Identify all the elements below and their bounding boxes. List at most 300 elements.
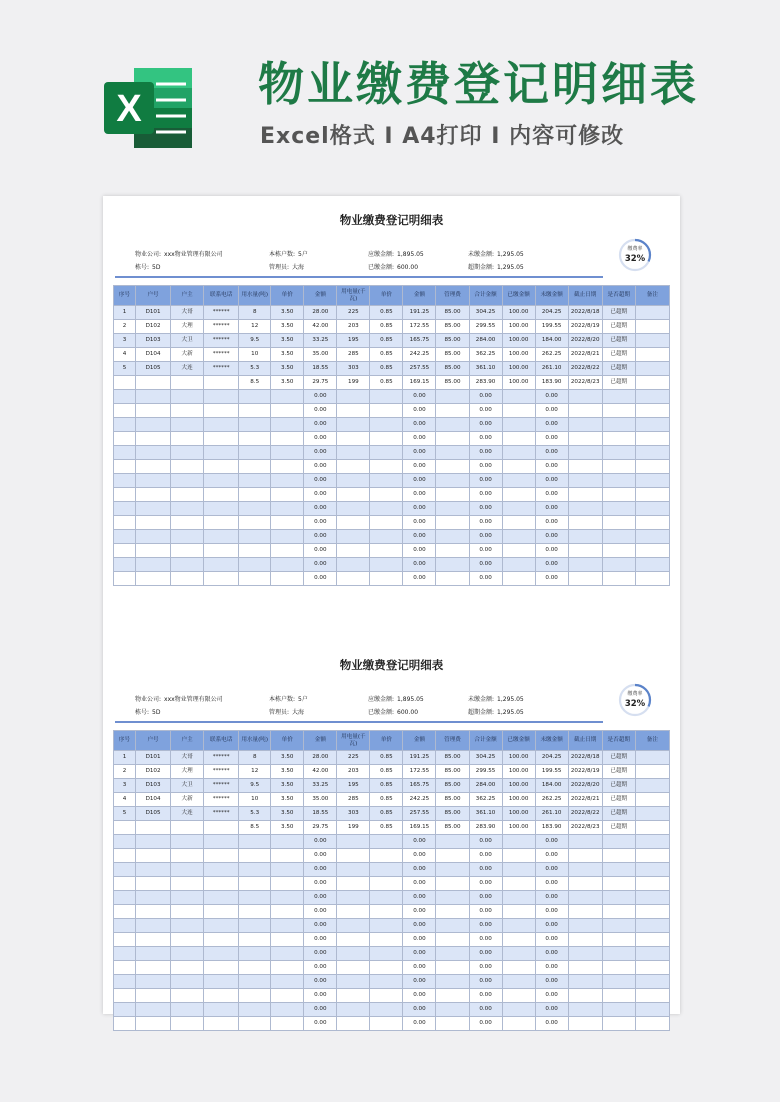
table-cell[interactable]	[171, 418, 204, 432]
table-cell[interactable]: 0.85	[370, 807, 403, 821]
table-cell[interactable]	[114, 989, 136, 1003]
table-cell[interactable]: 大卫	[171, 334, 204, 348]
table-cell[interactable]	[114, 474, 136, 488]
table-cell[interactable]: 0.00	[304, 488, 337, 502]
table-cell[interactable]: 191.25	[403, 751, 436, 765]
table-cell[interactable]: 0.00	[403, 877, 436, 891]
table-cell[interactable]: 0.00	[304, 460, 337, 474]
table-cell[interactable]	[271, 989, 304, 1003]
table-cell[interactable]	[602, 1003, 635, 1017]
table-cell[interactable]	[370, 891, 403, 905]
table-cell[interactable]	[602, 572, 635, 586]
table-cell[interactable]	[635, 320, 669, 334]
table-cell[interactable]: 100.00	[502, 320, 535, 334]
table-cell[interactable]	[568, 947, 602, 961]
table-cell[interactable]	[436, 404, 469, 418]
table-cell[interactable]: 85.00	[436, 306, 469, 320]
table-cell[interactable]: 0.00	[403, 933, 436, 947]
table-cell[interactable]	[136, 558, 171, 572]
table-cell[interactable]	[271, 418, 304, 432]
table-cell[interactable]	[568, 961, 602, 975]
table-cell[interactable]	[370, 572, 403, 586]
table-cell[interactable]	[239, 919, 271, 933]
table-cell[interactable]: D101	[136, 306, 171, 320]
table-cell[interactable]	[271, 544, 304, 558]
table-cell[interactable]	[602, 849, 635, 863]
table-cell[interactable]: 0.00	[304, 418, 337, 432]
table-cell[interactable]: ******	[204, 362, 239, 376]
table-cell[interactable]	[502, 404, 535, 418]
table-cell[interactable]: 0.00	[403, 961, 436, 975]
table-cell[interactable]: 33.25	[304, 334, 337, 348]
table-cell[interactable]	[502, 516, 535, 530]
table-cell[interactable]	[271, 975, 304, 989]
table-cell[interactable]	[114, 821, 136, 835]
table-cell[interactable]: 5.3	[239, 362, 271, 376]
table-cell[interactable]	[136, 835, 171, 849]
table-cell[interactable]	[635, 306, 669, 320]
table-cell[interactable]: 0.00	[535, 446, 568, 460]
table-cell[interactable]: 85.00	[436, 348, 469, 362]
table-cell[interactable]	[370, 849, 403, 863]
table-cell[interactable]: D104	[136, 348, 171, 362]
table-cell[interactable]	[370, 877, 403, 891]
table-cell[interactable]	[602, 919, 635, 933]
table-cell[interactable]: 0.00	[535, 488, 568, 502]
table-cell[interactable]: 195	[337, 779, 370, 793]
table-cell[interactable]	[602, 877, 635, 891]
table-cell[interactable]	[171, 835, 204, 849]
table-cell[interactable]	[271, 835, 304, 849]
table-cell[interactable]: 0.00	[469, 947, 502, 961]
table-cell[interactable]	[568, 933, 602, 947]
table-cell[interactable]: 0.00	[535, 905, 568, 919]
table-cell[interactable]	[239, 905, 271, 919]
table-cell[interactable]	[204, 418, 239, 432]
table-cell[interactable]: 0.00	[469, 544, 502, 558]
table-cell[interactable]: 已超期	[602, 751, 635, 765]
table-cell[interactable]	[239, 947, 271, 961]
table-cell[interactable]	[635, 474, 669, 488]
table-cell[interactable]	[436, 446, 469, 460]
table-cell[interactable]: 10	[239, 348, 271, 362]
table-cell[interactable]: 3.50	[271, 807, 304, 821]
table-cell[interactable]	[337, 1017, 370, 1031]
table-cell[interactable]	[204, 891, 239, 905]
table-cell[interactable]: 100.00	[502, 807, 535, 821]
table-cell[interactable]	[370, 488, 403, 502]
table-cell[interactable]: 0.85	[370, 821, 403, 835]
table-cell[interactable]	[239, 432, 271, 446]
table-cell[interactable]	[635, 793, 669, 807]
table-cell[interactable]: 85.00	[436, 793, 469, 807]
table-cell[interactable]	[568, 863, 602, 877]
table-cell[interactable]	[114, 488, 136, 502]
table-cell[interactable]	[239, 404, 271, 418]
table-cell[interactable]	[436, 919, 469, 933]
table-cell[interactable]: 183.90	[535, 821, 568, 835]
table-cell[interactable]	[635, 390, 669, 404]
table-cell[interactable]: 0.00	[469, 530, 502, 544]
table-cell[interactable]	[635, 544, 669, 558]
table-cell[interactable]	[239, 1017, 271, 1031]
table-cell[interactable]	[114, 502, 136, 516]
table-cell[interactable]	[370, 1003, 403, 1017]
table-cell[interactable]	[136, 947, 171, 961]
table-cell[interactable]	[114, 961, 136, 975]
table-cell[interactable]: D101	[136, 751, 171, 765]
table-cell[interactable]	[602, 460, 635, 474]
table-cell[interactable]: 大哥	[171, 751, 204, 765]
table-cell[interactable]: 184.00	[535, 334, 568, 348]
table-cell[interactable]	[602, 933, 635, 947]
table-cell[interactable]	[635, 849, 669, 863]
table-cell[interactable]	[635, 807, 669, 821]
table-cell[interactable]	[271, 530, 304, 544]
table-cell[interactable]	[337, 905, 370, 919]
table-cell[interactable]: 169.15	[403, 376, 436, 390]
table-cell[interactable]	[114, 1003, 136, 1017]
table-cell[interactable]: 0.00	[304, 863, 337, 877]
table-cell[interactable]	[204, 376, 239, 390]
table-cell[interactable]	[568, 891, 602, 905]
table-cell[interactable]: 2022/8/22	[568, 362, 602, 376]
table-cell[interactable]	[271, 933, 304, 947]
table-cell[interactable]	[568, 432, 602, 446]
table-cell[interactable]: 0.85	[370, 765, 403, 779]
table-cell[interactable]	[502, 933, 535, 947]
table-cell[interactable]: 29.75	[304, 376, 337, 390]
table-cell[interactable]	[239, 544, 271, 558]
table-cell[interactable]	[114, 432, 136, 446]
table-cell[interactable]	[204, 558, 239, 572]
table-cell[interactable]	[370, 905, 403, 919]
table-cell[interactable]	[502, 544, 535, 558]
table-cell[interactable]: 361.10	[469, 362, 502, 376]
table-cell[interactable]	[171, 891, 204, 905]
table-cell[interactable]	[136, 849, 171, 863]
table-cell[interactable]	[436, 961, 469, 975]
table-cell[interactable]	[136, 544, 171, 558]
table-cell[interactable]	[171, 530, 204, 544]
table-cell[interactable]	[635, 572, 669, 586]
table-cell[interactable]	[114, 919, 136, 933]
table-cell[interactable]: 0.00	[403, 544, 436, 558]
table-cell[interactable]	[502, 877, 535, 891]
table-cell[interactable]	[136, 516, 171, 530]
table-cell[interactable]	[502, 558, 535, 572]
table-cell[interactable]	[502, 460, 535, 474]
table-cell[interactable]: 0.00	[535, 474, 568, 488]
table-cell[interactable]: 已超期	[602, 362, 635, 376]
table-cell[interactable]: 261.10	[535, 807, 568, 821]
table-cell[interactable]	[635, 779, 669, 793]
table-cell[interactable]	[171, 933, 204, 947]
table-cell[interactable]: 8.5	[239, 376, 271, 390]
table-cell[interactable]	[337, 863, 370, 877]
table-cell[interactable]	[136, 961, 171, 975]
table-cell[interactable]	[271, 446, 304, 460]
table-cell[interactable]	[171, 488, 204, 502]
table-cell[interactable]: 204.25	[535, 306, 568, 320]
table-cell[interactable]: 0.00	[469, 835, 502, 849]
table-cell[interactable]	[568, 460, 602, 474]
table-cell[interactable]	[635, 905, 669, 919]
table-cell[interactable]	[337, 418, 370, 432]
table-cell[interactable]: 0.00	[403, 1017, 436, 1031]
table-cell[interactable]: 0.00	[469, 516, 502, 530]
table-cell[interactable]: D103	[136, 334, 171, 348]
table-cell[interactable]	[114, 933, 136, 947]
table-cell[interactable]	[171, 1017, 204, 1031]
table-cell[interactable]	[436, 933, 469, 947]
table-cell[interactable]: 285	[337, 793, 370, 807]
table-cell[interactable]	[114, 863, 136, 877]
table-cell[interactable]: 100.00	[502, 779, 535, 793]
table-cell[interactable]	[204, 1017, 239, 1031]
table-cell[interactable]	[114, 891, 136, 905]
table-cell[interactable]	[204, 821, 239, 835]
table-cell[interactable]	[271, 516, 304, 530]
table-cell[interactable]: 3.50	[271, 779, 304, 793]
table-cell[interactable]	[171, 516, 204, 530]
table-cell[interactable]	[271, 905, 304, 919]
table-cell[interactable]	[635, 348, 669, 362]
table-cell[interactable]: 191.25	[403, 306, 436, 320]
table-cell[interactable]	[502, 891, 535, 905]
table-cell[interactable]	[568, 502, 602, 516]
table-cell[interactable]	[568, 530, 602, 544]
table-cell[interactable]: 0.85	[370, 751, 403, 765]
table-cell[interactable]	[502, 849, 535, 863]
table-cell[interactable]: 0.00	[304, 919, 337, 933]
table-cell[interactable]	[239, 446, 271, 460]
table-cell[interactable]: 10	[239, 793, 271, 807]
table-cell[interactable]	[635, 516, 669, 530]
table-cell[interactable]: 3.50	[271, 362, 304, 376]
table-cell[interactable]	[436, 544, 469, 558]
table-cell[interactable]: 0.00	[469, 432, 502, 446]
table-cell[interactable]	[602, 432, 635, 446]
table-cell[interactable]	[136, 863, 171, 877]
table-cell[interactable]	[568, 404, 602, 418]
table-cell[interactable]: 0.00	[403, 390, 436, 404]
table-cell[interactable]	[635, 446, 669, 460]
table-cell[interactable]: 3.50	[271, 765, 304, 779]
table-cell[interactable]	[337, 516, 370, 530]
table-cell[interactable]: 0.00	[469, 1017, 502, 1031]
table-cell[interactable]: 2022/8/20	[568, 334, 602, 348]
table-cell[interactable]: 0.00	[403, 418, 436, 432]
table-cell[interactable]: 0.00	[535, 947, 568, 961]
table-cell[interactable]	[502, 947, 535, 961]
table-cell[interactable]: 0.00	[403, 989, 436, 1003]
table-cell[interactable]	[370, 975, 403, 989]
table-cell[interactable]	[204, 432, 239, 446]
table-cell[interactable]: 0.00	[535, 919, 568, 933]
table-cell[interactable]	[337, 961, 370, 975]
table-cell[interactable]	[635, 1017, 669, 1031]
table-cell[interactable]	[635, 877, 669, 891]
table-cell[interactable]: 2022/8/22	[568, 807, 602, 821]
table-cell[interactable]	[436, 558, 469, 572]
table-cell[interactable]: 3	[114, 779, 136, 793]
table-cell[interactable]	[370, 947, 403, 961]
table-cell[interactable]: D105	[136, 362, 171, 376]
table-cell[interactable]: D102	[136, 320, 171, 334]
table-cell[interactable]: 28.00	[304, 306, 337, 320]
table-cell[interactable]	[114, 446, 136, 460]
table-cell[interactable]	[568, 1017, 602, 1031]
table-cell[interactable]: 85.00	[436, 807, 469, 821]
table-cell[interactable]	[370, 961, 403, 975]
table-cell[interactable]	[114, 544, 136, 558]
table-cell[interactable]: 0.00	[304, 989, 337, 1003]
table-cell[interactable]: 0.00	[535, 877, 568, 891]
table-cell[interactable]: 0.00	[304, 502, 337, 516]
table-cell[interactable]: 4	[114, 348, 136, 362]
table-cell[interactable]: 0.00	[403, 404, 436, 418]
table-cell[interactable]	[436, 572, 469, 586]
table-cell[interactable]	[502, 446, 535, 460]
table-cell[interactable]	[436, 891, 469, 905]
table-cell[interactable]: 0.85	[370, 362, 403, 376]
table-cell[interactable]	[271, 488, 304, 502]
table-cell[interactable]: 304.25	[469, 306, 502, 320]
table-cell[interactable]: 0.00	[535, 891, 568, 905]
table-cell[interactable]	[635, 891, 669, 905]
table-cell[interactable]	[171, 877, 204, 891]
table-cell[interactable]: 0.00	[304, 835, 337, 849]
table-cell[interactable]: 0.00	[469, 975, 502, 989]
table-cell[interactable]	[602, 989, 635, 1003]
table-cell[interactable]	[204, 474, 239, 488]
table-cell[interactable]: 2022/8/21	[568, 793, 602, 807]
table-cell[interactable]: 12	[239, 765, 271, 779]
table-cell[interactable]	[568, 474, 602, 488]
table-cell[interactable]: 195	[337, 334, 370, 348]
table-cell[interactable]: 2022/8/23	[568, 821, 602, 835]
table-cell[interactable]: 199.55	[535, 320, 568, 334]
table-cell[interactable]: 0.00	[304, 877, 337, 891]
table-cell[interactable]: 已超期	[602, 765, 635, 779]
table-cell[interactable]	[370, 989, 403, 1003]
table-cell[interactable]: 0.00	[469, 418, 502, 432]
table-cell[interactable]	[239, 975, 271, 989]
table-cell[interactable]	[602, 530, 635, 544]
table-cell[interactable]	[136, 432, 171, 446]
table-cell[interactable]: 4	[114, 793, 136, 807]
table-cell[interactable]	[568, 849, 602, 863]
table-cell[interactable]: 0.00	[304, 474, 337, 488]
table-cell[interactable]	[337, 530, 370, 544]
table-cell[interactable]: 257.55	[403, 807, 436, 821]
table-cell[interactable]	[204, 390, 239, 404]
table-cell[interactable]: ******	[204, 306, 239, 320]
table-cell[interactable]: 0.00	[535, 1003, 568, 1017]
table-cell[interactable]: 299.55	[469, 320, 502, 334]
table-cell[interactable]	[239, 558, 271, 572]
table-cell[interactable]: 8	[239, 751, 271, 765]
table-cell[interactable]: 已超期	[602, 821, 635, 835]
table-cell[interactable]	[239, 418, 271, 432]
table-cell[interactable]: 0.00	[403, 919, 436, 933]
table-cell[interactable]	[114, 376, 136, 390]
table-cell[interactable]	[114, 835, 136, 849]
table-cell[interactable]: 大新	[171, 348, 204, 362]
table-cell[interactable]	[502, 418, 535, 432]
table-cell[interactable]	[635, 404, 669, 418]
table-cell[interactable]	[337, 432, 370, 446]
table-cell[interactable]: 2022/8/18	[568, 306, 602, 320]
table-cell[interactable]: 100.00	[502, 751, 535, 765]
table-cell[interactable]: 165.75	[403, 334, 436, 348]
table-cell[interactable]	[370, 446, 403, 460]
table-cell[interactable]	[602, 905, 635, 919]
table-cell[interactable]: 3.50	[271, 821, 304, 835]
table-cell[interactable]	[271, 1003, 304, 1017]
table-cell[interactable]: 225	[337, 306, 370, 320]
table-cell[interactable]	[271, 919, 304, 933]
table-cell[interactable]: 0.00	[304, 572, 337, 586]
table-cell[interactable]	[502, 390, 535, 404]
table-cell[interactable]: 165.75	[403, 779, 436, 793]
table-cell[interactable]: 已超期	[602, 320, 635, 334]
table-cell[interactable]	[114, 947, 136, 961]
table-cell[interactable]	[568, 488, 602, 502]
table-cell[interactable]: 0.85	[370, 320, 403, 334]
table-cell[interactable]	[568, 877, 602, 891]
table-cell[interactable]: ******	[204, 779, 239, 793]
table-cell[interactable]: 2022/8/20	[568, 779, 602, 793]
table-cell[interactable]	[502, 502, 535, 516]
table-cell[interactable]: 2	[114, 320, 136, 334]
table-cell[interactable]	[635, 530, 669, 544]
table-cell[interactable]	[136, 933, 171, 947]
table-cell[interactable]	[136, 376, 171, 390]
table-cell[interactable]: 0.00	[403, 530, 436, 544]
table-cell[interactable]	[436, 975, 469, 989]
table-cell[interactable]	[239, 572, 271, 586]
table-cell[interactable]: 0.00	[403, 849, 436, 863]
table-cell[interactable]: 0.00	[469, 849, 502, 863]
table-cell[interactable]: 85.00	[436, 765, 469, 779]
table-cell[interactable]: 0.00	[469, 390, 502, 404]
table-cell[interactable]: 大连	[171, 362, 204, 376]
table-cell[interactable]	[204, 488, 239, 502]
table-cell[interactable]: 100.00	[502, 306, 535, 320]
table-cell[interactable]: 0.85	[370, 348, 403, 362]
table-cell[interactable]: 0.00	[469, 933, 502, 947]
table-cell[interactable]	[239, 891, 271, 905]
table-cell[interactable]	[136, 1017, 171, 1031]
table-cell[interactable]	[136, 530, 171, 544]
table-cell[interactable]	[436, 502, 469, 516]
table-cell[interactable]: 0.00	[469, 905, 502, 919]
table-cell[interactable]	[271, 474, 304, 488]
table-cell[interactable]	[114, 390, 136, 404]
table-cell[interactable]	[136, 989, 171, 1003]
table-cell[interactable]: 0.00	[535, 989, 568, 1003]
table-cell[interactable]: 35.00	[304, 793, 337, 807]
table-cell[interactable]: 0.85	[370, 306, 403, 320]
table-cell[interactable]: 203	[337, 765, 370, 779]
table-cell[interactable]	[635, 863, 669, 877]
table-cell[interactable]: 0.00	[469, 446, 502, 460]
table-cell[interactable]: 大连	[171, 807, 204, 821]
table-cell[interactable]: ******	[204, 793, 239, 807]
table-cell[interactable]: 100.00	[502, 376, 535, 390]
